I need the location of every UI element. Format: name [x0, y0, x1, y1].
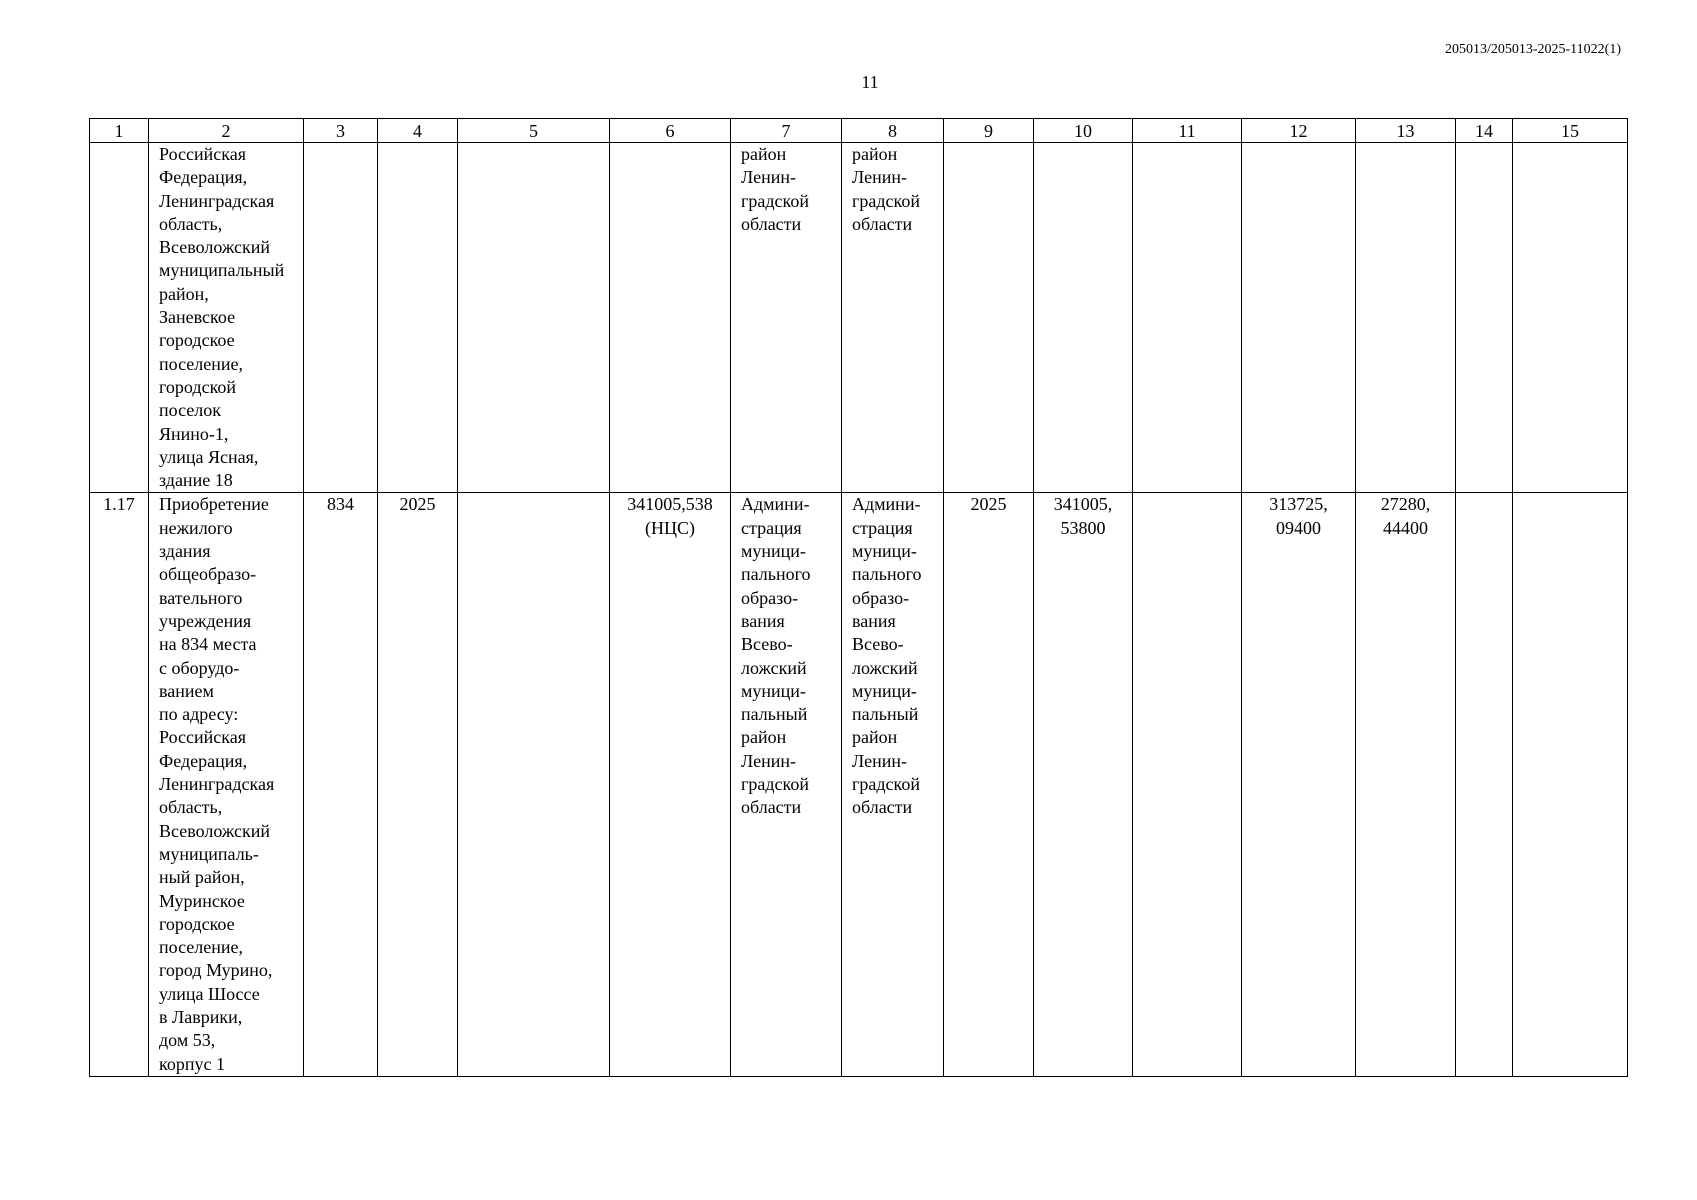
column-header: 1 — [90, 119, 149, 143]
table-cell — [1356, 143, 1456, 493]
table-cell — [458, 493, 610, 1076]
table-cell: 834 — [304, 493, 378, 1076]
table-cell — [458, 143, 610, 493]
page-number: 11 — [861, 72, 879, 92]
table-row — [90, 143, 1628, 493]
column-header: 7 — [731, 119, 842, 143]
table-cell — [304, 143, 378, 493]
document-id: 205013/205013-2025-11022(1) — [1444, 42, 1621, 57]
table-cell — [1034, 143, 1133, 493]
table-cell: 2025 — [378, 493, 458, 1076]
table-cell — [378, 143, 458, 493]
data-table — [89, 118, 1628, 1077]
table-cell: 341005,538 (НЦС) — [610, 493, 731, 1076]
table-cell: район Ленин- градской области — [842, 143, 944, 493]
column-header: 5 — [458, 119, 610, 143]
table-cell: Админи- страция муници- пального образо- вания Всево- ложский муници- пальный район Ленин- градской области — [731, 493, 842, 1076]
table-cell: 313725, 09400 — [1242, 493, 1356, 1076]
column-header: 13 — [1356, 119, 1456, 143]
column-header: 3 — [304, 119, 378, 143]
table-cell — [610, 143, 731, 493]
table-cell: 2025 — [944, 493, 1034, 1076]
table-cell: 341005, 53800 — [1034, 493, 1133, 1076]
table-cell — [1133, 493, 1242, 1076]
column-header: 15 — [1513, 119, 1628, 143]
column-header: 4 — [378, 119, 458, 143]
description-cell: Приобретение нежилого здания общеобразо- вательного учреждения на 834 места с оборудо- ванием по адресу: Российская Федерация, Ленинградская область, Всеволожский муниципаль- ный район, Муринское городское поселение, город Мурино, улица Шоссе в Лаврики, дом 53, корпус 1 — [149, 493, 304, 1076]
table-cell: 27280, 44400 — [1356, 493, 1456, 1076]
column-header: 8 — [842, 119, 944, 143]
column-header: 14 — [1456, 119, 1513, 143]
column-number-row — [90, 119, 1628, 143]
table-cell — [1513, 493, 1628, 1076]
table-cell — [1513, 143, 1628, 493]
address-cell: Российская Федерация, Ленинградская область, Всеволожский муниципальный район, Заневское городское поселение, городской поселок Янино-1, улица Ясная, здание 18 — [149, 143, 304, 493]
table-cell: Админи- страция муници- пального образо- вания Всево- ложский муници- пальный район Ленин- градской области — [842, 493, 944, 1076]
row-number-cell: 1.17 — [90, 493, 149, 1076]
table-row — [90, 493, 1628, 1076]
column-header: 10 — [1034, 119, 1133, 143]
table-cell — [1242, 143, 1356, 493]
column-header: 11 — [1133, 119, 1242, 143]
table-cell — [944, 143, 1034, 493]
table-cell — [1456, 493, 1513, 1076]
table-cell — [1456, 143, 1513, 493]
column-header: 2 — [149, 119, 304, 143]
table-cell — [90, 143, 149, 493]
column-header: 9 — [944, 119, 1034, 143]
table-cell — [1133, 143, 1242, 493]
column-header: 12 — [1242, 119, 1356, 143]
column-header: 6 — [610, 119, 731, 143]
table-cell: район Ленин- градской области — [731, 143, 842, 493]
